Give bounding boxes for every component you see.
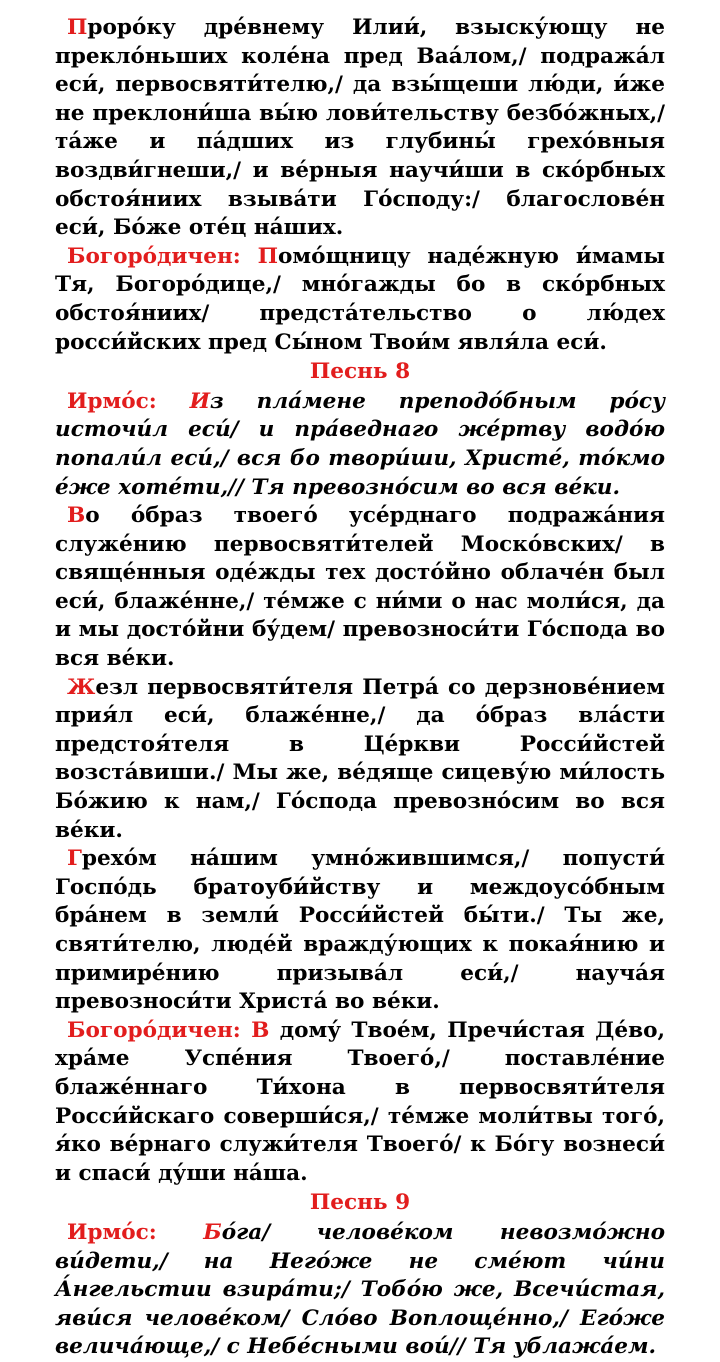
drop-initial: Г bbox=[67, 846, 82, 872]
rubric-label: Ирмо́с: bbox=[67, 388, 190, 414]
paragraph-text: о о́браз твоего́ усе́рднаго подража́ния служе́нию первосвяти́телей Моско́вских/ в свяще́нныя оде́жды тех досто́йно облаче́н был еси́, блаже́нне,/ те́мже с ни́ми о нас моли́ся, да и мы досто́йни бу́дем/ превозноси́ти Го́спода во вся ве́ки. bbox=[55, 503, 665, 672]
rubric-label: Богоро́дичен: bbox=[67, 1017, 252, 1043]
paragraph-text: о́га/ челове́ком невозмо́жно ви́дети,/ на Него́же не сме́ют чи́ни А́нгельстии взира́ти;/ Тобо́ю же, Всечи́стая, яви́ся челове́ком/ Сло́во Воплоще́нно,/ Его́же велича́юще,/ с Небе́сными вои́// Тя ублажа́ем. bbox=[55, 1219, 665, 1360]
drop-initial: П bbox=[67, 15, 88, 40]
paragraph-text: роро́ку дре́внему Илии́, взыску́ющу не прекло́ньших коле́на пред Ваа́лом,/ подража́л еси́, первосвяти́телю,/ да взы́щеши лю́ди, и́же не преклони́ша вы́ю лови́тельству безбо́жных,/ та́же и па́дших из глубины́ грехо́вныя воздви́гнеши,/ и ве́рныя научи́ши в ско́рбных обстоя́ниих взыва́ти Го́споду:/ благослове́н еси́, Бо́же оте́ц на́ших. bbox=[55, 15, 665, 241]
paragraph-text: езл первосвяти́теля Петра́ со дерзнове́нием прия́л еси́, блаже́нне,/ да о́браз вла́сти предстоя́теля в Це́ркви Росси́йстей возста́виши./ Мы же, ве́дяще сицеву́ю ми́лость Бо́жию к нам,/ Го́спода превозно́сим во вся ве́ки. bbox=[55, 674, 665, 843]
paragraph-sins bbox=[55, 845, 665, 1017]
drop-initial: П bbox=[257, 243, 279, 269]
drop-initial: И bbox=[189, 388, 211, 414]
paragraph-text: рехо́м на́шим умно́жившимся,/ попусти́ Госпо́дь братоуби́йству и междоусо́бным бра́нем в земли́ Росси́йстей бы́ти./ Ты же, святи́телю, люде́й вражду́ющих к покая́нию и примире́нию призыва́л еси́,/ науча́я превозноси́ти Христа́ во ве́ки. bbox=[55, 846, 665, 1015]
drop-initial: Б bbox=[203, 1219, 222, 1245]
paragraph-text: омо́щницу наде́жную и́мамы Тя, Богоро́дице,/ мно́гажды бо в ско́рбных обстоя́ниих/ предста́тельство о лю́дех росси́йских пред Сы́ном Твои́м явля́ла еси́. bbox=[55, 243, 665, 355]
rubric-label: Ирмо́с: bbox=[67, 1219, 204, 1245]
paragraph-text: з пла́мене преподо́бным ро́су источи́л еси́/ и пра́веднаго же́ртву водо́ю попали́л еси́,/ вся бо твори́ши, Христе́, то́кмо е́же хоте́ти,// Тя превозно́сим во вся ве́ки. bbox=[55, 388, 665, 500]
paragraph-theotokion-2 bbox=[55, 1017, 665, 1189]
ode-8-heading: Песнь 8 bbox=[309, 359, 411, 385]
rubric-label: Богоро́дичен: bbox=[67, 243, 258, 269]
drop-initial: В bbox=[251, 1017, 270, 1043]
drop-initial: Ж bbox=[67, 674, 96, 700]
drop-initial: В bbox=[67, 503, 86, 529]
paragraph-text: дому́ Твое́м, Пречи́стая Де́во, хра́ме Успе́ния Твоего́,/ поставле́ние блаже́ннаго Ти́хона в первосвяти́теля Росси́йскаго соверши́ся,/ те́мже моли́твы того́, я́ко ве́рнаго служи́теля Твоего́/ к Бо́гу вознеси́ и спаси́ ду́ши на́ша. bbox=[55, 1017, 665, 1186]
paragraph-elijah bbox=[55, 14, 665, 243]
paragraph-moscow-hierarchs bbox=[55, 502, 665, 674]
paragraph-irmos-9 bbox=[55, 1219, 665, 1362]
paragraph-staff-of-peter bbox=[55, 674, 665, 846]
ode-9-heading: Песнь 9 bbox=[309, 1190, 411, 1216]
paragraph-theotokion-1 bbox=[55, 243, 665, 357]
paragraph-irmos-8 bbox=[55, 388, 665, 502]
